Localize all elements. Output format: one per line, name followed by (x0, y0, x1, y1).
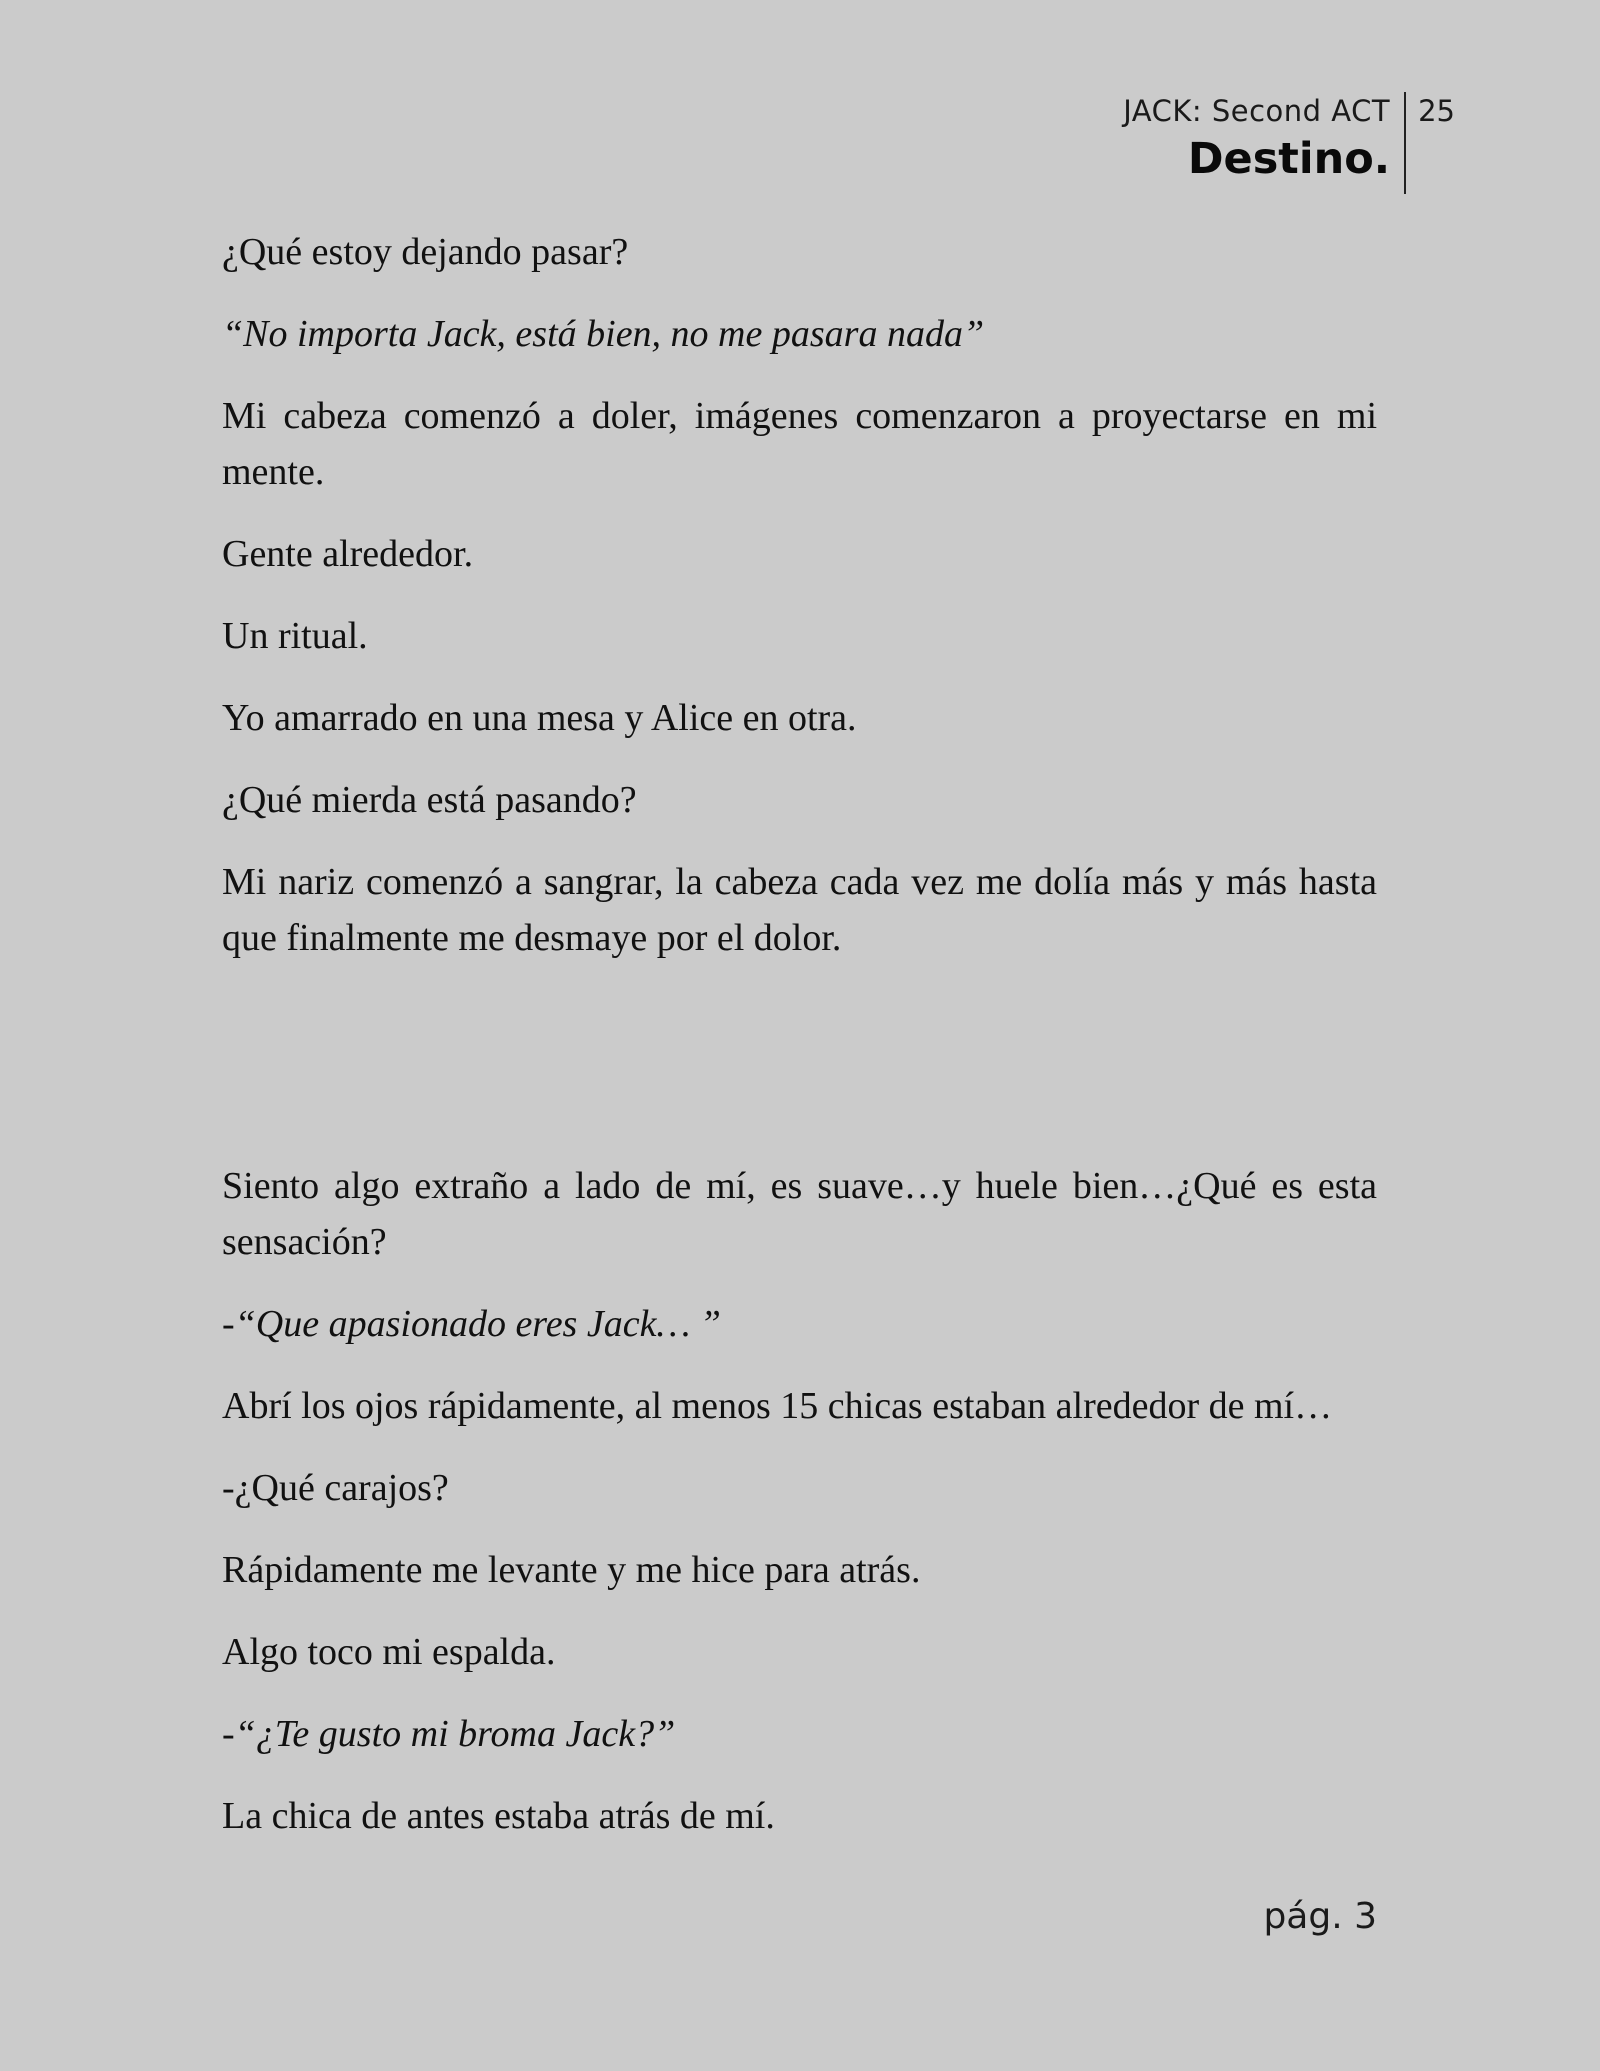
page-header (1123, 92, 1455, 194)
paragraph: Gente alrededor. (222, 533, 474, 575)
dialogue-dash: - (222, 1303, 235, 1345)
dialogue-paragraph: “No importa Jack, está bien, no me pasara nada” (222, 313, 985, 355)
paragraph: Mi nariz comenzó a sangrar, la cabeza cada vez me dolía más y más hasta que finalmente me desmaye por el dolor. (222, 861, 1377, 959)
paragraph: Mi cabeza comenzó a doler, imágenes comenzaron a proyectarse en mi mente. (222, 395, 1377, 493)
chapter-title: Destino. (1187, 134, 1391, 184)
dialogue-paragraph (222, 1706, 1377, 1762)
dialogue-quote: “¿Te gusto mi broma Jack?” (234, 1713, 676, 1755)
dialogue-paragraph (222, 1296, 1377, 1352)
paragraph: Algo toco mi espalda. (222, 1631, 556, 1673)
paragraph: Siento algo extraño a lado de mí, es suave…y huele bien…¿Qué es esta sensación? (222, 1165, 1377, 1263)
book-title: JACK: Second ACT (1123, 94, 1391, 128)
paragraph: -¿Qué carajos? (222, 1467, 449, 1509)
paragraph: Abrí los ojos rápidamente, al menos 15 chicas estaban alrededor de mí… (222, 1385, 1333, 1427)
paragraph: Yo amarrado en una mesa y Alice en otra. (222, 697, 857, 739)
header-titles (1123, 92, 1406, 194)
paragraph: Un ritual. (222, 615, 368, 657)
footer-page-label: pág. 3 (1263, 1896, 1377, 1937)
dialogue-dash: - (222, 1713, 235, 1755)
paragraph: ¿Qué mierda está pasando? (222, 779, 637, 821)
paragraph: La chica de antes estaba atrás de mí. (222, 1795, 775, 1837)
section-break (222, 992, 1377, 1158)
body-text (222, 224, 1377, 1870)
paragraph: ¿Qué estoy dejando pasar? (222, 231, 629, 273)
header-page-number: 25 (1418, 94, 1455, 128)
paragraph: Rápidamente me levante y me hice para atrás. (222, 1549, 921, 1591)
dialogue-quote: “Que apasionado eres Jack… ” (234, 1303, 721, 1345)
